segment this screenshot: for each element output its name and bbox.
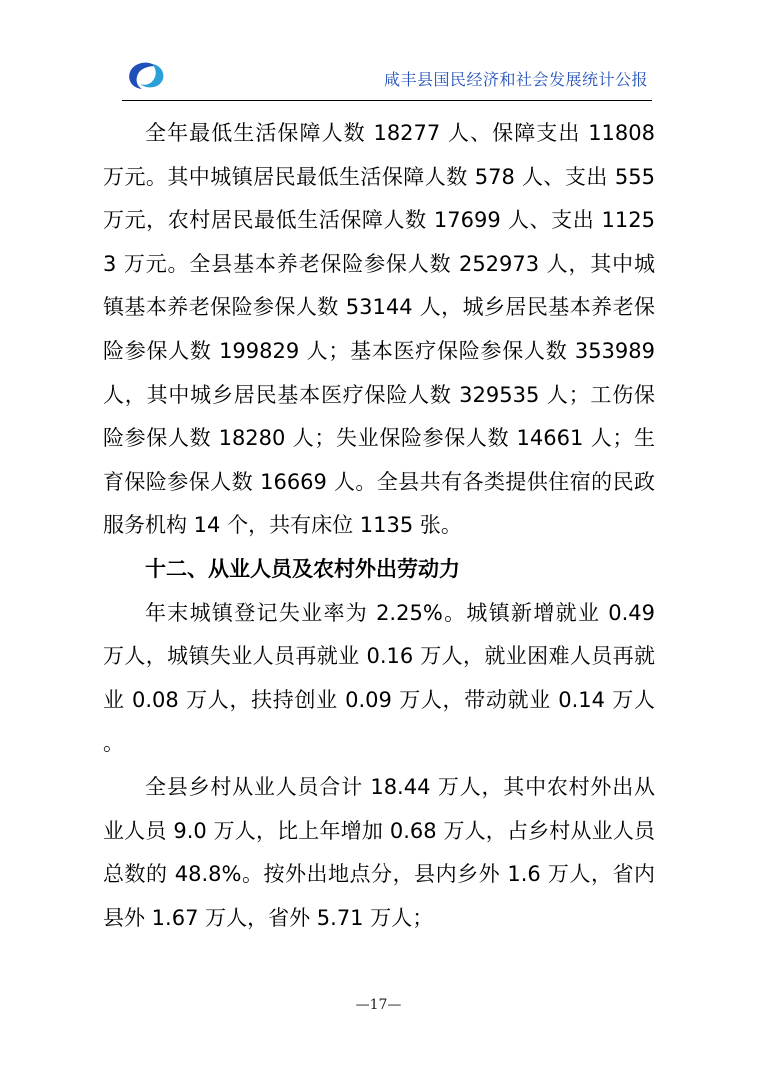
page-header bbox=[122, 58, 652, 101]
urban-employment-paragraph: 年末城镇登记失业率为 2.25%。城镇新增就业 0.49 万人，城镇失业人员再就业 0.16 万人，就业困难人员再就业 0.08 万人，扶持创业 0.09 万人，带动就业 0.14 万人。 bbox=[103, 600, 655, 756]
report-title: 咸丰县国民经济和社会发展统计公报 bbox=[383, 70, 648, 89]
page-number: —17— bbox=[355, 997, 402, 1013]
statistics-logo-icon bbox=[126, 60, 166, 92]
document-body bbox=[103, 112, 655, 940]
social-security-paragraph: 全年最低生活保障人数 18277 人、保障支出 11808 万元。其中城镇居民最低生活保障人数 578 人、支出 555 万元，农村居民最低生活保障人数 17699 人、支出 11253 万元。全县基本养老保险参保人数 252973 人，其中城镇基本养老保险参保人数 53144 人，城乡居民基本养老保险参保人数 199829 人；基本医疗保险参保人数 353989 人，其中城乡居民基本医疗保险人数 329535 人；工伤保险参保人数 18280 人；失业保险参保人数 14661 人；生育保险参保人数 16669 人。全县共有各类提供住宿的民政服务机构 14 个，共有床位 1135 张。 bbox=[103, 121, 655, 538]
section-heading: 十二、从业人员及农村外出劳动力 bbox=[145, 556, 460, 581]
rural-labor-paragraph: 全县乡村从业人员合计 18.44 万人，其中农村外出从业人员 9.0 万人，比上年增加 0.68 万人，占乡村从业人员总数的 48.8%。按外出地点分，县内乡外 1.6 万人，省内县外 1.67 万人，省外 5.71 万人； bbox=[103, 774, 655, 930]
